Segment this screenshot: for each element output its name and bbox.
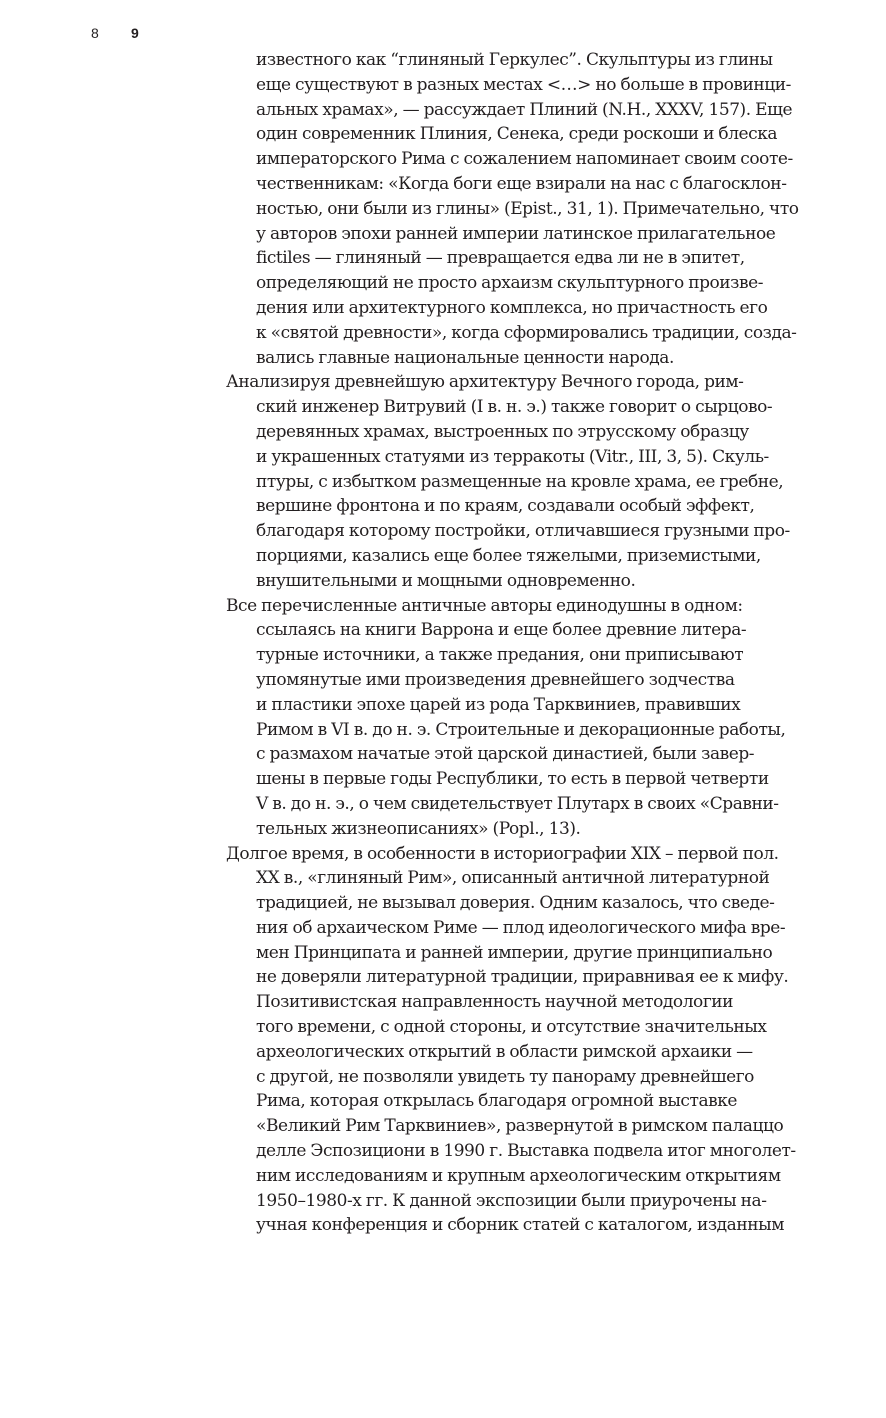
text-line: Римом в VI в. до н. э. Строительные и декорационные работы, xyxy=(256,719,786,740)
text-line: турные источники, а также предания, они приписывают xyxy=(256,645,744,666)
text-line: Все перечисленные античные авторы единодушны в одном: xyxy=(226,595,743,616)
text-line: «Великий Рим Тарквиниев», развернутой в римском палаццо xyxy=(256,1116,784,1137)
text-line: традицией, не вызывал доверия. Одним казалось, что сведе- xyxy=(256,893,775,914)
text-line: упомянутые ими произведения древнейшего зодчества xyxy=(256,669,735,690)
text-line: птуры, с избытком размещенные на кровле храма, ее гребне, xyxy=(256,471,784,492)
text-line: дения или архитектурного комплекса, но причастность его xyxy=(256,297,768,318)
paragraph xyxy=(226,370,826,593)
page-number-left: 8 xyxy=(91,25,99,41)
text-line: археологических открытий в области римской архаики — xyxy=(256,1041,753,1062)
text-line: деревянных храмах, выстроенных по этрусскому образцу xyxy=(256,421,749,442)
text-line: определяющий не просто архаизм скульптурного произве- xyxy=(256,273,764,294)
text-line: и украшенных статуями из терракоты (Vitr., III, 3, 5). Скуль- xyxy=(256,446,769,467)
text-line: Рима, которая открылась благодаря огромной выставке xyxy=(256,1091,738,1112)
text-line: ский инженер Витрувий (I в. н. э.) также говорит о сырцово- xyxy=(256,397,773,418)
text-line: ния об архаическом Риме — плод идеологического мифа вре- xyxy=(256,917,786,938)
text-line: еще существуют в разных местах <…> но больше в провинци- xyxy=(256,74,791,95)
text-line: тельных жизнеописаниях» (Popl., 13). xyxy=(256,818,581,839)
text-line: у авторов эпохи ранней империи латинское прилагательное xyxy=(256,223,776,244)
text-line: 1950–1980-х гг. К данной экспозиции были приурочены на- xyxy=(256,1190,767,1211)
text-line: и пластики эпохе царей из рода Тарквиниев, правивших xyxy=(256,694,741,715)
text-line: того времени, с одной стороны, и отсутствие значительных xyxy=(256,1017,767,1038)
text-line: не доверяли литературной традиции, приравнивая ее к мифу. xyxy=(256,967,789,988)
text-line: вались главные национальные ценности народа. xyxy=(256,347,674,368)
text-line: делле Эспозициони в 1990 г. Выставка подвела итог многолет- xyxy=(256,1141,796,1162)
text-line: ним исследованиям и крупным археологическим открытиям xyxy=(256,1165,781,1186)
text-line: внушительными и мощными одновременно. xyxy=(256,570,636,591)
paragraph xyxy=(226,842,826,1239)
text-line: Анализируя древнейшую архитектуру Вечного города, рим- xyxy=(226,372,744,393)
paragraph xyxy=(226,48,826,370)
text-line: чественникам: «Когда боги еще взирали на нас с благосклон- xyxy=(256,173,787,194)
text-line: вершине фронтона и по краям, создавали особый эффект, xyxy=(256,496,755,517)
text-line: учная конференция и сборник статей с каталогом, изданным xyxy=(256,1215,784,1236)
body-text xyxy=(226,48,826,1238)
paragraph xyxy=(226,594,826,842)
text-line: V в. до н. э., о чем свидетельствует Плутарх в своих «Сравни- xyxy=(256,793,779,814)
text-line: шены в первые годы Республики, то есть в первой четверти xyxy=(256,769,769,790)
text-line: Позитивистская направленность научной методологии xyxy=(256,992,734,1013)
text-line: порциями, казались еще более тяжелыми, приземистыми, xyxy=(256,545,761,566)
page-numbers xyxy=(91,24,139,42)
text-line: мен Принципата и ранней империи, другие принципиально xyxy=(256,942,773,963)
text-line: Долгое время, в особенности в историографии XIX – первой пол. xyxy=(226,843,779,864)
page-number-right: 9 xyxy=(131,25,139,41)
text-line: один современник Плиния, Сенека, среди роскоши и блеска xyxy=(256,124,778,145)
text-line: к «святой древности», когда сформировались традиции, созда- xyxy=(256,322,797,343)
text-line: с размахом начатые этой царской династией, были завер- xyxy=(256,744,755,765)
text-line: ссылаясь на книги Варрона и еще более древние литера- xyxy=(256,620,747,641)
text-line: альных храмах», — рассуждает Плиний (N.H., XXXV, 157). Еще xyxy=(256,99,793,120)
text-line: известного как “глиняный Геркулес”. Скульптуры из глины xyxy=(256,50,773,70)
text-line: ностью, они были из глины» (Epist., 31, 1). Примечательно, что xyxy=(256,198,799,219)
text-line: императорского Рима с сожалением напоминает своим соотe- xyxy=(256,149,793,170)
text-line: с другой, не позволяли увидеть ту панораму древнейшего xyxy=(256,1066,754,1087)
text-line: fictiles — глиняный — превращается едва ли не в эпитет, xyxy=(256,248,745,269)
text-line: XX в., «глиняный Рим», описанный античной литературной xyxy=(256,868,770,889)
text-line: благодаря которому постройки, отличавшиеся грузными про- xyxy=(256,521,790,542)
